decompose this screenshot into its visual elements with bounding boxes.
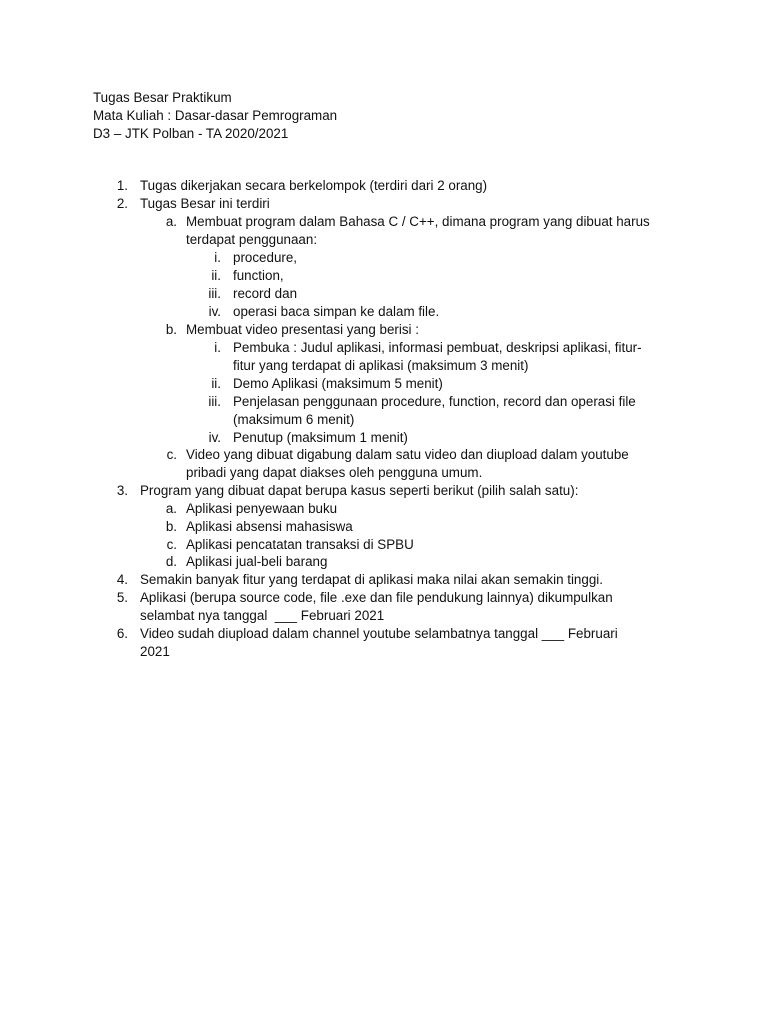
item-2b-marker: b. <box>165 322 177 337</box>
item-2a-ii-marker: ii. <box>211 268 221 283</box>
item-2-text: Tugas Besar ini terdiri <box>140 196 270 211</box>
item-2-marker: 2. <box>116 196 128 211</box>
doc-title: Tugas Besar Praktikum <box>93 90 232 105</box>
item-3a-marker: a. <box>165 501 177 516</box>
item-2b-i-text-line2: fitur yang terdapat di aplikasi (maksimum 3 menit) <box>233 358 529 373</box>
item-5-text-line2: selambat nya tanggal ___ Februari 2021 <box>140 608 385 623</box>
item-3-text: Program yang dibuat dapat berupa kasus seperti berikut (pilih salah satu): <box>140 483 579 498</box>
item-2a-text-line1: Membuat program dalam Bahasa C / C++, dimana program yang dibuat harus <box>186 214 650 229</box>
item-2b-iv-marker: iv. <box>208 430 221 445</box>
item-1-text: Tugas dikerjakan secara berkelompok (terdiri dari 2 orang) <box>140 178 488 193</box>
item-2a-iv-text: operasi baca simpan ke dalam file. <box>233 304 440 319</box>
class-info: D3 – JTK Polban - TA 2020/2021 <box>93 126 289 141</box>
item-3d-text: Aplikasi jual-beli barang <box>186 554 328 569</box>
item-4-marker: 4. <box>116 572 128 587</box>
item-2c-text-line1: Video yang dibuat digabung dalam satu video dan diupload dalam youtube <box>186 447 629 462</box>
item-2c-marker: c. <box>166 447 177 462</box>
item-3d-marker: d. <box>165 554 177 569</box>
item-2a-iii-text: record dan <box>233 286 298 301</box>
item-2a-marker: a. <box>165 214 177 229</box>
item-3a-text: Aplikasi penyewaan buku <box>186 501 338 516</box>
item-2a-iii-marker: iii. <box>208 286 221 301</box>
item-2b-ii-marker: ii. <box>211 376 221 391</box>
item-2b-text: Membuat video presentasi yang berisi : <box>186 322 419 337</box>
item-2a-i-marker: i. <box>214 250 221 265</box>
item-5-text-line1: Aplikasi (berupa source code, file .exe dan file pendukung lainnya) dikumpulkan <box>140 590 613 605</box>
item-4-text: Semakin banyak fitur yang terdapat di aplikasi maka nilai akan semakin tinggi. <box>140 572 603 587</box>
item-6-text-line2: 2021 <box>140 644 170 659</box>
item-2b-i-text-line1: Pembuka : Judul aplikasi, informasi pembuat, deskripsi aplikasi, fitur- <box>233 340 642 355</box>
item-2a-iv-marker: iv. <box>208 304 221 319</box>
item-5-marker: 5. <box>116 590 128 605</box>
item-2b-iii-text-line2: (maksimum 6 menit) <box>233 412 355 427</box>
item-2a-i-text: procedure, <box>233 250 298 265</box>
item-2b-iv-text: Penutup (maksimum 1 menit) <box>233 430 408 445</box>
item-2b-iii-marker: iii. <box>208 394 221 409</box>
item-2b-iii-text-line1: Penjelasan penggunaan procedure, function, record dan operasi file <box>233 394 636 409</box>
course-name: Mata Kuliah : Dasar-dasar Pemrograman <box>93 108 338 123</box>
item-3c-text: Aplikasi pencatatan transaksi di SPBU <box>186 537 414 552</box>
item-2c-text-line2: pribadi yang dapat diakses oleh pengguna umum. <box>186 465 483 480</box>
item-2b-i-marker: i. <box>214 340 221 355</box>
item-3-marker: 3. <box>116 483 128 498</box>
item-1-marker: 1. <box>116 178 128 193</box>
item-2a-ii-text: function, <box>233 268 284 283</box>
item-3c-marker: c. <box>166 537 177 552</box>
item-2b-ii-text: Demo Aplikasi (maksimum 5 menit) <box>233 376 443 391</box>
item-3b-marker: b. <box>165 519 177 534</box>
item-6-marker: 6. <box>116 626 128 641</box>
item-2a-text-line2: terdapat penggunaan: <box>186 232 318 247</box>
item-6-text-line1: Video sudah diupload dalam channel youtube selambatnya tanggal ___ Februari <box>140 626 618 641</box>
item-3b-text: Aplikasi absensi mahasiswa <box>186 519 353 534</box>
